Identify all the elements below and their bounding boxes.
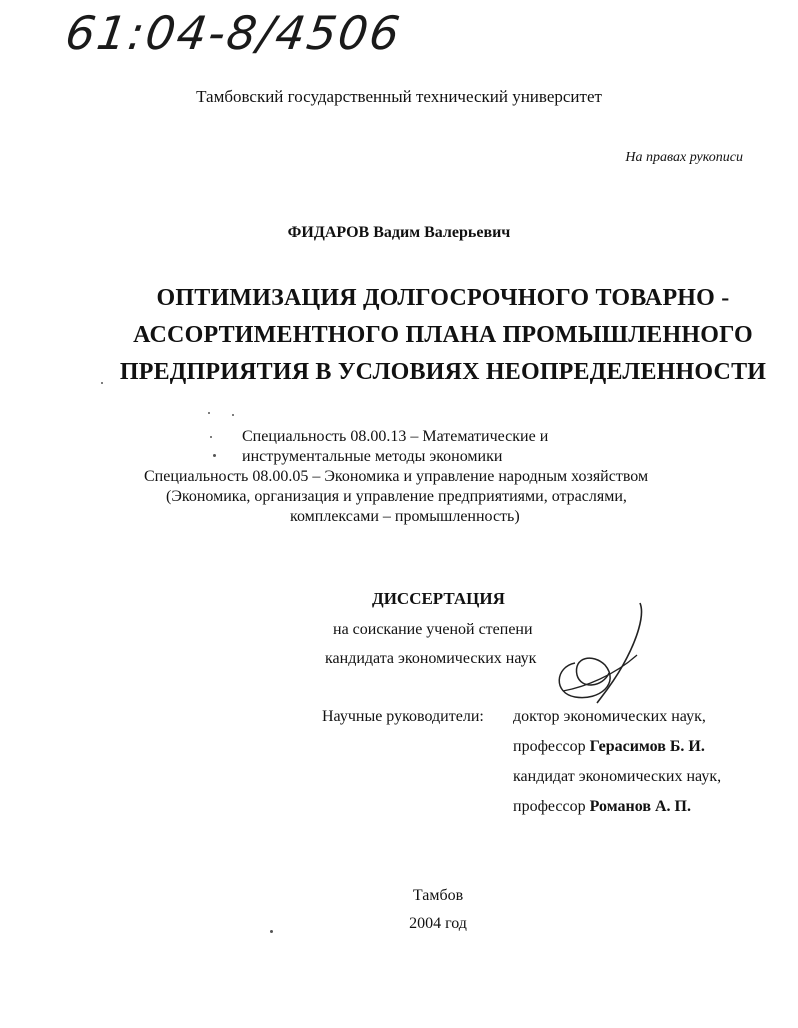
specialty-line-4: (Экономика, организация и управление предприятиями, отраслями, — [166, 488, 627, 505]
degree-line-1: на соискание ученой степени — [333, 621, 533, 638]
scan-speck — [213, 454, 216, 457]
supervisor-1 — [513, 738, 705, 756]
signature-icon — [545, 595, 665, 710]
author-name: ФИДАРОВ Вадим Валерьевич — [287, 224, 511, 241]
city: Тамбов — [412, 887, 464, 904]
supervisor-1-name: Герасимов Б. И. — [589, 738, 705, 755]
supervisor-2 — [513, 798, 691, 816]
supervisor-2-degree: кандидат экономических наук, — [513, 768, 722, 785]
degree-line-2: кандидата экономических наук — [325, 650, 537, 667]
specialty-line-2: инструментальные методы экономики — [242, 448, 503, 465]
scan-speck — [232, 414, 234, 416]
specialty-line-3: Специальность 08.00.05 – Экономика и управление народным хозяйством — [144, 468, 649, 485]
document-type-heading: ДИССЕРТАЦИЯ — [372, 589, 505, 608]
supervisor-2-title: профессор — [513, 798, 586, 815]
supervisor-1-title: профессор — [513, 738, 586, 755]
catalog-number-handwritten: 61:04-8/4506 — [62, 6, 405, 60]
scan-speck — [208, 412, 210, 414]
specialty-line-1: Специальность 08.00.13 – Математические и — [242, 428, 549, 445]
scan-speck — [270, 930, 273, 933]
supervisors-label: Научные руководители: — [322, 708, 484, 725]
scan-speck — [210, 436, 212, 438]
supervisor-1-degree: доктор экономических наук, — [513, 708, 706, 725]
dissertation-title-line-1: ОПТИМИЗАЦИЯ ДОЛГОСРОЧНОГО ТОВАРНО - — [156, 285, 730, 311]
dissertation-title-line-2: АССОРТИМЕНТНОГО ПЛАНА ПРОМЫШЛЕННОГО — [133, 322, 753, 348]
manuscript-rights-note: На правах рукописи — [625, 150, 743, 165]
year: 2004 год — [409, 915, 467, 932]
specialty-line-5: комплексами – промышленность) — [290, 508, 520, 525]
dissertation-title-line-3: ПРЕДПРИЯТИЯ В УСЛОВИЯХ НЕОПРЕДЕЛЕННОСТИ — [119, 359, 767, 385]
supervisor-2-name: Романов А. П. — [589, 798, 691, 815]
scan-speck — [101, 382, 103, 384]
university-name: Тамбовский государственный технический университет — [196, 87, 602, 106]
